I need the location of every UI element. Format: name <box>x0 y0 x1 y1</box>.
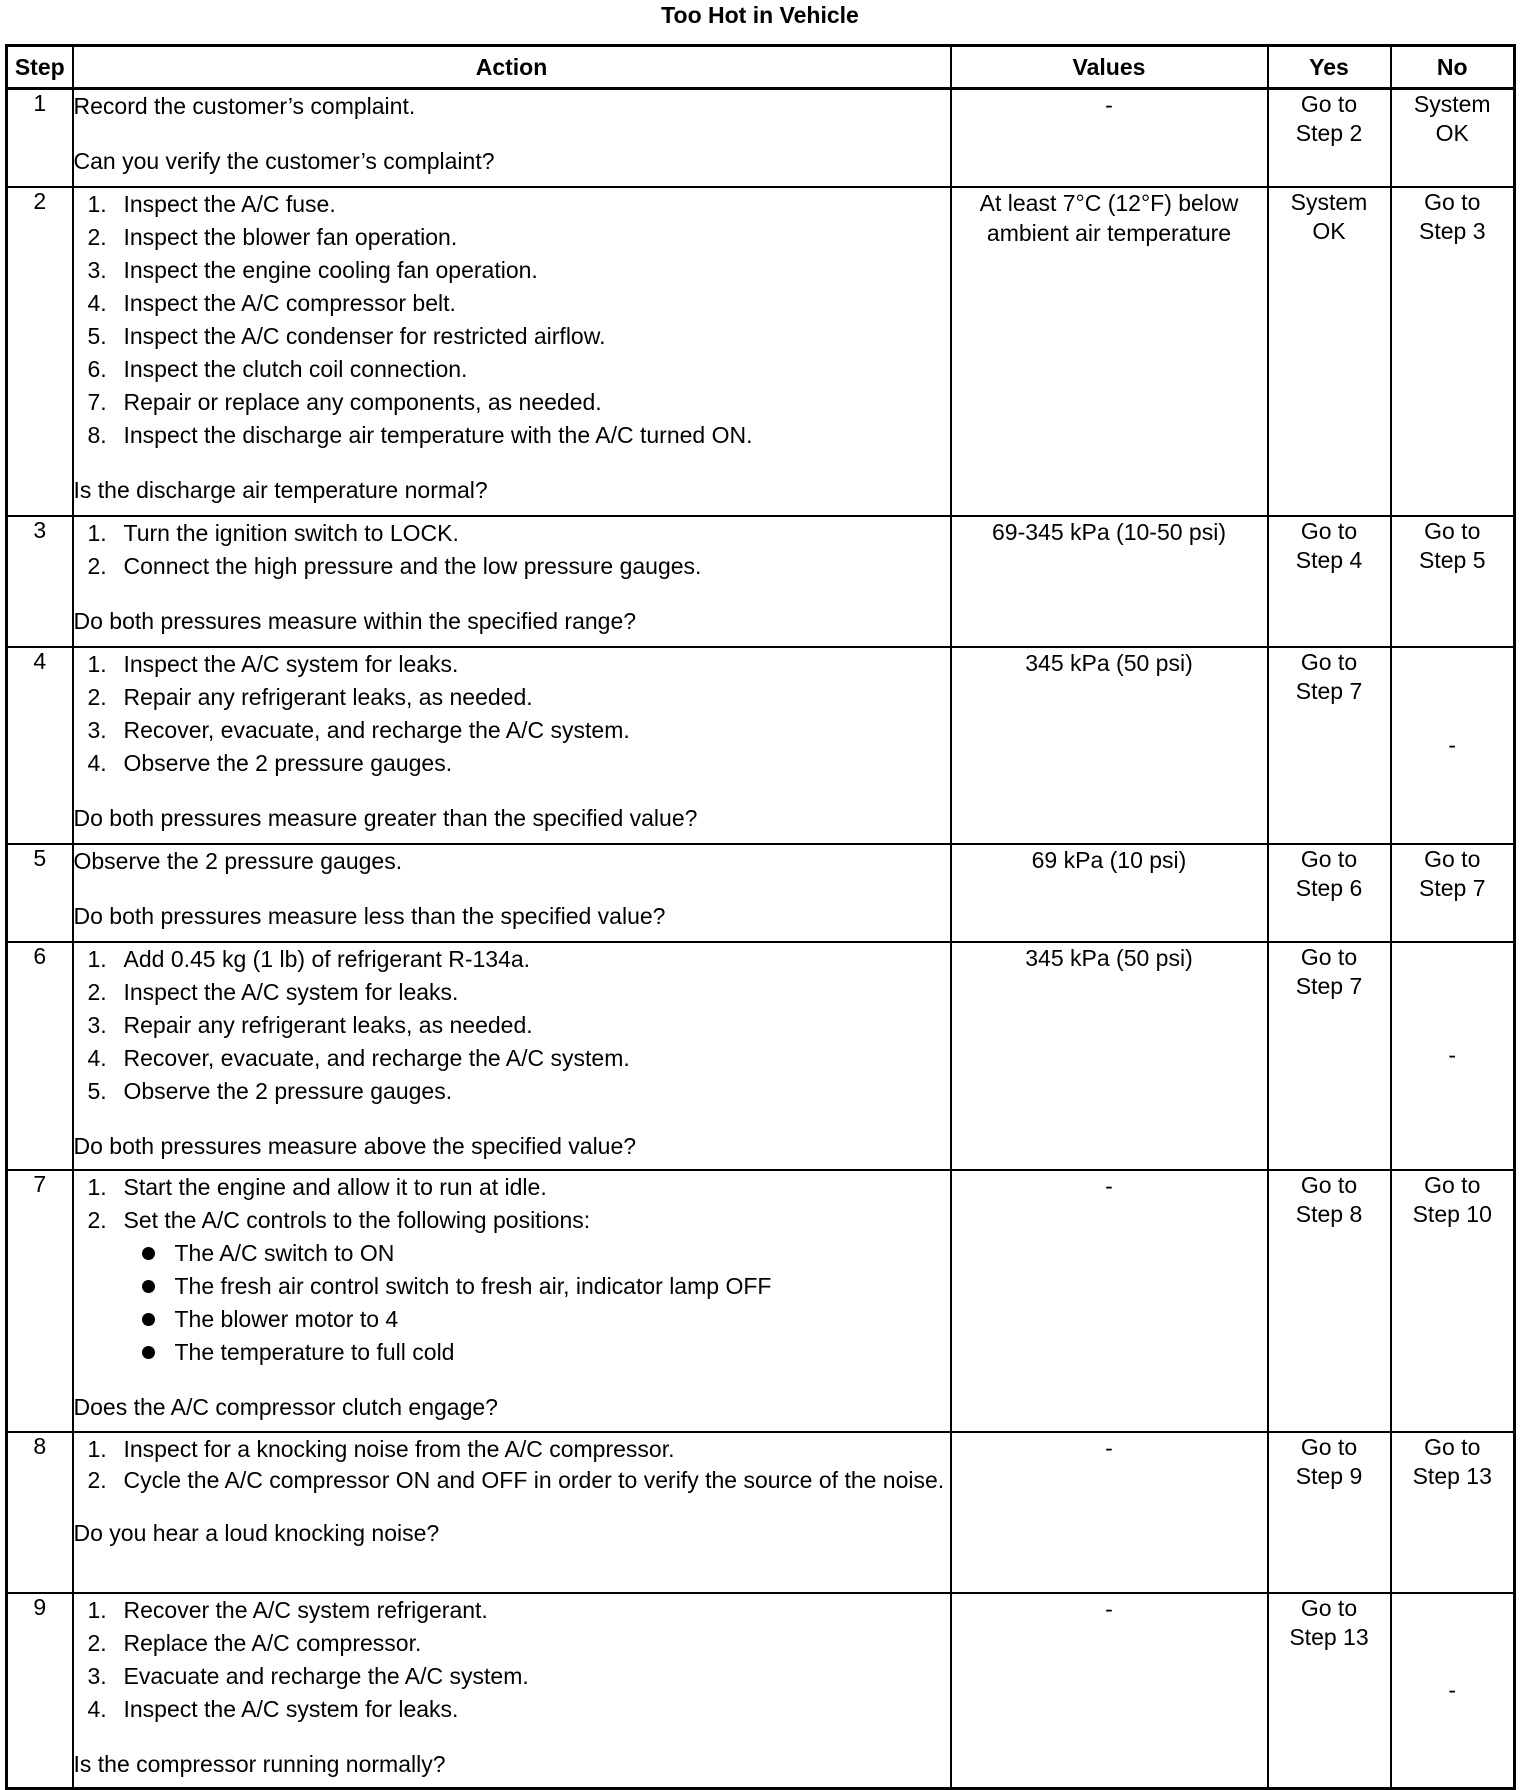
action-intro: Observe the 2 pressure gauges. <box>73 847 403 874</box>
action-step: 2. Repair any refrigerant leaks, as needed. <box>87 683 533 710</box>
action-question: Do both pressures measure within the specified range? <box>73 607 637 634</box>
values-cell: - <box>951 1432 1268 1593</box>
action-step: 3. Inspect the engine cooling fan operation. <box>87 256 538 283</box>
yes-line: Step 2 <box>1295 120 1363 146</box>
yes-line: Go to <box>1300 1594 1358 1621</box>
action-step: 4. Recover, evacuate, and recharge the A/C system. <box>87 1044 630 1071</box>
action-step: 5. Observe the 2 pressure gauges. <box>87 1077 453 1104</box>
action-cell <box>73 89 951 187</box>
action-step: 7. Repair or replace any components, as needed. <box>87 388 602 415</box>
action-step: 8. Inspect the discharge air temperature with the A/C turned ON. <box>87 421 753 448</box>
values-cell: 69-345 kPa (10-50 psi) <box>951 516 1268 647</box>
no-cell <box>1391 1170 1515 1432</box>
table-row <box>7 1432 1515 1593</box>
header-values: Values <box>951 46 1268 89</box>
action-step: 2. Set the A/C controls to the following positions: <box>87 1206 591 1233</box>
yes-cell <box>1268 647 1391 844</box>
yes-line: Step 6 <box>1295 874 1363 901</box>
yes-cell <box>1268 89 1391 187</box>
yes-cell <box>1268 516 1391 647</box>
action-step: 6. Inspect the clutch coil connection. <box>87 355 468 382</box>
header-step: Step <box>7 46 73 89</box>
action-question: Is the compressor running normally? <box>73 1750 446 1777</box>
action-step: 1. Inspect the A/C system for leaks. <box>87 650 459 677</box>
action-step: 1. Inspect the A/C fuse. <box>87 190 336 217</box>
action-cell <box>73 516 951 647</box>
yes-line: Go to <box>1300 845 1358 872</box>
action-steps <box>74 943 950 1108</box>
bullet-icon <box>142 1280 155 1293</box>
action-question: Do both pressures measure less than the specified value? <box>73 902 666 929</box>
yes-cell <box>1268 942 1391 1170</box>
action-step: 4. Inspect the A/C system for leaks. <box>87 1695 459 1722</box>
action-question: Is the discharge air temperature normal? <box>73 476 488 503</box>
table-row <box>7 516 1515 647</box>
no-line: Go to <box>1424 845 1481 872</box>
yes-line: Go to <box>1300 91 1358 117</box>
list-item: The temperature to full cold <box>74 1336 950 1369</box>
step-number: 1 <box>7 89 73 187</box>
action-question: Can you verify the customer’s complaint? <box>73 148 495 174</box>
step-number: 9 <box>7 1593 73 1789</box>
action-steps <box>74 1171 950 1237</box>
no-cell <box>1391 187 1515 516</box>
action-cell <box>73 647 951 844</box>
action-step: 4. Observe the 2 pressure gauges. <box>87 749 453 776</box>
table-row <box>7 647 1515 844</box>
no-cell: - <box>1391 942 1515 1170</box>
no-cell <box>1391 844 1515 942</box>
step-number: 5 <box>7 844 73 942</box>
action-step: 4. Inspect the A/C compressor belt. <box>87 289 456 316</box>
yes-line: Go to <box>1300 648 1358 675</box>
action-cell <box>73 844 951 942</box>
step-number: 7 <box>7 1170 73 1432</box>
action-question: Do you hear a loud knocking noise? <box>73 1519 440 1546</box>
no-line: Go to <box>1424 1171 1481 1198</box>
table-row <box>7 1593 1515 1789</box>
yes-line: Step 7 <box>1295 972 1363 999</box>
values-line: ambient air temperature <box>986 219 1232 246</box>
action-steps <box>74 188 950 452</box>
values-cell: 345 kPa (50 psi) <box>951 647 1268 844</box>
no-line: Step 10 <box>1412 1200 1492 1227</box>
yes-line: Step 8 <box>1295 1200 1363 1227</box>
action-steps <box>74 1594 950 1726</box>
action-cell <box>73 1593 951 1789</box>
action-steps <box>74 648 950 780</box>
no-cell: - <box>1391 1593 1515 1789</box>
list-item: The fresh air control switch to fresh air, indicator lamp OFF <box>74 1270 950 1303</box>
yes-cell <box>1268 1432 1391 1593</box>
yes-line: Go to <box>1300 517 1358 544</box>
yes-line: Go to <box>1300 1433 1358 1460</box>
yes-cell <box>1268 844 1391 942</box>
action-step: 1. Recover the A/C system refrigerant. <box>87 1596 488 1623</box>
table-row <box>7 942 1515 1170</box>
values-line: At least 7°C (12°F) below <box>979 189 1239 216</box>
no-cell <box>1391 516 1515 647</box>
action-step: 3. Repair any refrigerant leaks, as needed. <box>87 1011 533 1038</box>
action-steps <box>74 517 950 583</box>
action-step: 1. Inspect for a knocking noise from the A/C compressor. <box>87 1435 675 1462</box>
yes-cell <box>1268 1593 1391 1789</box>
values-cell: 69 kPa (10 psi) <box>951 844 1268 942</box>
no-line: Go to <box>1424 517 1481 544</box>
values-cell <box>951 187 1268 516</box>
yes-line: Step 7 <box>1295 677 1363 704</box>
list-item: The blower motor to 4 <box>74 1303 950 1336</box>
action-step: 1. Turn the ignition switch to LOCK. <box>87 519 459 546</box>
values-cell: - <box>951 1593 1268 1789</box>
no-line: Step 7 <box>1419 874 1486 901</box>
action-cell <box>73 1432 951 1593</box>
step-number: 4 <box>7 647 73 844</box>
values-cell: - <box>951 1170 1268 1432</box>
no-line: Go to <box>1424 188 1481 215</box>
action-steps <box>74 1433 950 1495</box>
action-question: Do both pressures measure above the specified value? <box>73 1132 637 1159</box>
control-positions-list <box>74 1237 950 1369</box>
no-line: System <box>1413 91 1491 117</box>
action-cell <box>73 942 951 1170</box>
values-cell: - <box>951 89 1268 187</box>
no-cell <box>1391 89 1515 187</box>
yes-line: System <box>1290 188 1368 215</box>
action-step: 3. Evacuate and recharge the A/C system. <box>87 1662 529 1689</box>
table-row <box>7 187 1515 516</box>
action-intro: Record the customer’s complaint. <box>73 93 416 119</box>
table-row <box>7 89 1515 187</box>
action-step: 2. Inspect the A/C system for leaks. <box>87 978 459 1005</box>
action-step: 1. Add 0.45 kg (1 lb) of refrigerant R-134a. <box>87 945 531 972</box>
no-line: Go to <box>1424 1433 1481 1460</box>
action-step: 1. Start the engine and allow it to run at idle. <box>87 1173 547 1200</box>
action-step: 2. Replace the A/C compressor. <box>87 1629 422 1656</box>
action-step: 3. Recover, evacuate, and recharge the A/C system. <box>87 716 630 743</box>
action-question: Does the A/C compressor clutch engage? <box>73 1393 498 1420</box>
header-action: Action <box>73 46 951 89</box>
table-row <box>7 1170 1515 1432</box>
no-line: Step 3 <box>1419 217 1486 244</box>
action-cell <box>73 187 951 516</box>
yes-line: Step 4 <box>1295 546 1363 573</box>
yes-line: Step 9 <box>1295 1462 1363 1489</box>
no-line: OK <box>1435 120 1469 146</box>
bullet-icon <box>142 1313 155 1326</box>
bullet-icon <box>142 1346 155 1359</box>
yes-cell <box>1268 187 1391 516</box>
yes-line: Step 13 <box>1289 1623 1369 1650</box>
bullet-icon <box>142 1247 155 1260</box>
step-number: 6 <box>7 942 73 1170</box>
header-no: No <box>1391 46 1515 89</box>
step-number: 8 <box>7 1432 73 1593</box>
values-cell: 345 kPa (50 psi) <box>951 942 1268 1170</box>
header-row <box>7 46 1515 89</box>
no-cell: - <box>1391 647 1515 844</box>
list-item: The A/C switch to ON <box>74 1237 950 1270</box>
action-cell <box>73 1170 951 1432</box>
step-number: 2 <box>7 187 73 516</box>
no-cell <box>1391 1432 1515 1593</box>
action-step: 2. Cycle the A/C compressor ON and OFF in order to verify the source of the noise. <box>87 1466 945 1493</box>
action-step: 2. Inspect the blower fan operation. <box>87 223 458 250</box>
action-step: 2. Connect the high pressure and the low pressure gauges. <box>87 552 702 579</box>
step-number: 3 <box>7 516 73 647</box>
table-row <box>7 844 1515 942</box>
yes-line: Go to <box>1300 943 1358 970</box>
yes-cell <box>1268 1170 1391 1432</box>
no-line: Step 5 <box>1419 546 1486 573</box>
diagnostic-table <box>5 44 1516 1790</box>
action-question: Do both pressures measure greater than the specified value? <box>73 804 698 831</box>
action-step: 5. Inspect the A/C condenser for restricted airflow. <box>87 322 606 349</box>
header-yes: Yes <box>1268 46 1391 89</box>
yes-line: OK <box>1312 217 1346 244</box>
yes-line: Go to <box>1300 1171 1358 1198</box>
page-title: Too Hot in Vehicle <box>661 2 859 28</box>
no-line: Step 13 <box>1412 1462 1492 1489</box>
